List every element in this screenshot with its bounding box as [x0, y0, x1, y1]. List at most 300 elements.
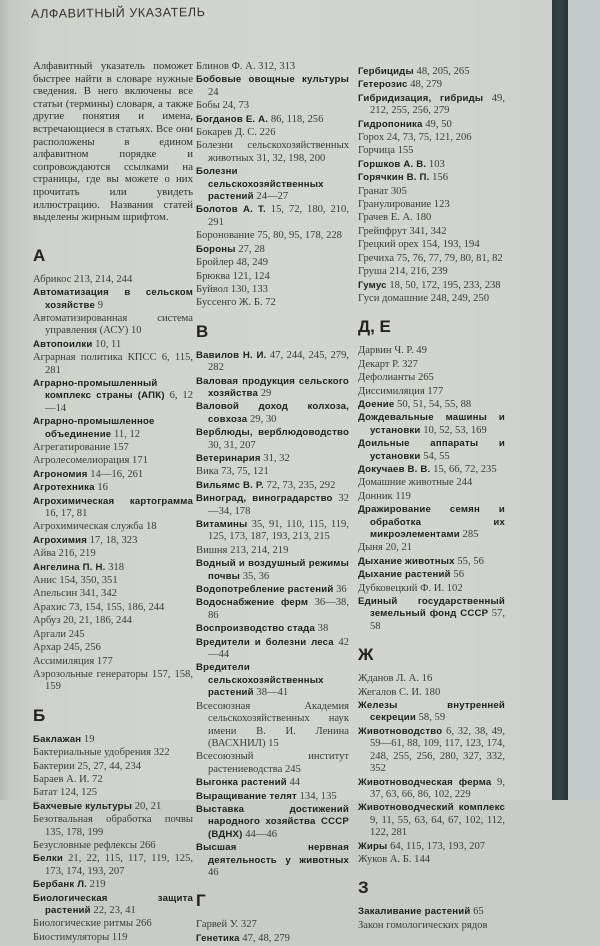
index-entry [358, 802, 505, 839]
index-entry [33, 642, 193, 654]
index-term-article: Горшков А. В. [358, 158, 427, 170]
index-entry [196, 637, 349, 662]
index-entry [196, 519, 349, 544]
index-term: Анис [33, 575, 57, 587]
index-term: Горчица [358, 145, 395, 157]
background-surface [568, 0, 600, 800]
index-page-refs: 341, 342 [409, 225, 447, 237]
index-page-refs: 155 [397, 145, 414, 157]
index-term-article: Богданов Е. А. [196, 113, 269, 125]
index-term: Автоматизированная система управления (АСУ) [33, 312, 193, 337]
index-page-refs: 31, 32 [263, 452, 290, 464]
index-page-refs: 154, 350, 351 [59, 575, 118, 587]
index-entry [196, 466, 349, 478]
index-entry [358, 266, 505, 278]
index-entry [33, 469, 193, 481]
index-page-refs: 312, 313 [258, 61, 296, 72]
index-term: Донник [358, 490, 393, 502]
index-page-refs: 35, 91, 110, 115, 119, 125, 173, 187, 193, 213, 215 [208, 519, 349, 543]
index-page-refs: 35, 36 [242, 570, 270, 582]
index-term-article: Бахчевые культуры [33, 800, 133, 812]
index-page-refs: 177 [96, 655, 113, 667]
index-page-refs: 75, 76, 77, 79, 80, 81, 82 [396, 252, 503, 264]
index-entry [358, 172, 505, 184]
index-page-refs: 17, 18, 323 [89, 534, 138, 546]
index-term: Вишня [196, 544, 228, 556]
index-term-article: Закаливание растений [358, 906, 471, 918]
index-term-article: Белки [33, 853, 64, 865]
index-page-refs: 56 [453, 569, 464, 581]
index-entry [33, 761, 193, 773]
index-page-refs: 47, 244, 245, 279, 282 [208, 349, 350, 374]
index-term: Абрикос [33, 273, 72, 285]
index-entry [196, 842, 349, 879]
book-cover-edge [552, 0, 568, 800]
index-entry [33, 287, 193, 312]
index-term-article: Животноводческий комплекс [358, 802, 505, 814]
index-page-refs: 10, 11 [95, 338, 122, 350]
index-term: Жданов Л. А. [358, 673, 419, 685]
index-entry [33, 747, 193, 759]
index-term-article: Вредители сельскохозяйственных растений [196, 662, 324, 699]
index-page-refs: 72, 73, 235, 292 [266, 479, 336, 491]
index-entry [358, 841, 505, 853]
index-entry [33, 548, 193, 560]
index-term: Безусловные рефлексы [33, 839, 138, 851]
index-entry [196, 257, 349, 269]
index-entry [358, 399, 505, 411]
index-entry [196, 933, 349, 945]
index-entry [358, 464, 505, 476]
index-term: Закон гомологических рядов [358, 919, 488, 931]
index-term-article: Бербанк Л. [33, 879, 88, 891]
index-term: Грецкий орех [358, 239, 419, 251]
index-page-refs: 171 [132, 455, 148, 467]
index-entry [196, 271, 349, 283]
index-entry [358, 687, 505, 699]
index-term-article: Доение [358, 398, 395, 410]
index-term: Всесоюзный институт растениеводства [196, 751, 349, 775]
index-entry [358, 280, 505, 292]
index-entry [358, 700, 505, 725]
index-term: Дефолианты [358, 372, 416, 384]
index-page-refs: 18 [145, 521, 157, 533]
index-term-article: Водный и воздушный режимы почвы [196, 558, 349, 582]
index-entry [196, 350, 349, 375]
index-page-refs: 266 [135, 918, 152, 930]
index-term: Дыня [358, 542, 383, 554]
index-entry [358, 777, 505, 802]
index-term-article: Автоматизация в сельском хозяйстве [33, 287, 193, 311]
index-term-article: Доильные аппараты и установки [358, 438, 505, 462]
index-entry [196, 584, 349, 596]
index-page-refs: 30, 31, 207 [208, 439, 256, 451]
index-entry [33, 482, 193, 494]
index-entry [358, 293, 505, 305]
index-entry [196, 597, 349, 622]
index-entry [358, 504, 505, 541]
index-page-refs: 327 [402, 358, 418, 370]
column-sections [358, 66, 505, 932]
index-page-refs: 64, 115, 173, 193, 207 [390, 840, 486, 852]
index-term: Бараев А. И. [33, 773, 90, 785]
index-term: Жегалов С. И. [358, 686, 422, 698]
index-page-refs: 245, 256 [63, 642, 101, 654]
index-page-refs: 6, 115, 281 [45, 352, 193, 376]
index-entry [358, 226, 505, 238]
index-entry [358, 386, 505, 398]
index-page-refs: 47, 48, 279 [242, 932, 290, 944]
index-term-article: Воспроизводство стада [196, 623, 315, 635]
index-page-refs: 20, 21, 186, 244 [63, 615, 132, 627]
index-entry [358, 119, 505, 131]
index-page-refs: 11, 12 [114, 428, 141, 440]
index-term-article: Бороны [196, 243, 236, 255]
index-page-refs: 29 [260, 387, 272, 399]
section-letter-heading: Д, Е [358, 317, 391, 337]
index-entry [33, 615, 193, 627]
index-term-article: Верблюды, верблюдоводство [196, 427, 349, 439]
index-page-refs: 44—46 [245, 828, 277, 840]
index-term: Вика [196, 466, 219, 478]
section-letter-heading: В [196, 321, 209, 341]
index-entry [196, 114, 349, 126]
index-entry [358, 673, 505, 685]
index-page-refs: 18, 50, 172, 195, 233, 238 [389, 279, 501, 291]
index-entry [33, 734, 193, 746]
index-entry [33, 629, 193, 641]
index-entry [196, 480, 349, 492]
index-page-refs: 49 [416, 345, 427, 357]
index-term: Гранулирование [358, 199, 432, 211]
index-entry [196, 376, 349, 401]
index-entry [33, 339, 193, 351]
index-page-refs: 213, 214, 219 [230, 544, 289, 556]
index-page-refs: 180 [415, 212, 432, 224]
index-entry [358, 583, 505, 595]
index-page-refs: 15, 66, 72, 235 [433, 463, 497, 475]
index-entry [196, 100, 349, 112]
index-page-refs: 20, 21 [385, 542, 413, 554]
index-page-refs: 154, 193, 194 [421, 239, 480, 251]
index-page-refs: 50, 51, 54, 55, 88 [397, 398, 472, 410]
index-page-refs: 10 [130, 325, 142, 337]
index-page-refs: 305 [390, 185, 407, 197]
index-page-refs: 144 [414, 853, 431, 865]
index-term-article: Железы внутренней секреции [358, 700, 505, 724]
index-entry [196, 558, 349, 583]
index-entry [196, 453, 349, 465]
index-page-refs: 73, 75, 121 [221, 466, 269, 478]
section-letter-heading: З [358, 878, 369, 898]
index-term-article: Выращивание телят [196, 790, 297, 802]
index-page-refs: 65 [473, 906, 484, 918]
index-entry [358, 372, 505, 384]
index-page-refs: 19 [83, 733, 95, 745]
index-page-refs: 102 [446, 582, 463, 594]
index-page-refs: 15, 72, 180, 210, 291 [208, 204, 350, 228]
index-page-refs: 14—16, 261 [90, 468, 144, 480]
index-term: Апельсин [33, 588, 78, 600]
index-entry [196, 61, 349, 73]
index-entry [196, 127, 349, 139]
index-entry [196, 545, 349, 557]
index-page-refs: 20, 21 [134, 800, 162, 812]
index-term-article: Животноводческая ферма [358, 776, 492, 788]
index-page-refs: 10, 52, 53, 169 [423, 424, 487, 436]
index-page-refs: 54, 55 [423, 450, 450, 462]
index-term-article: Аграрно-промышленный комплекс страны (АПК) [33, 377, 165, 402]
index-entry [358, 66, 505, 78]
index-term-article: Виноград, виноградарство [196, 493, 333, 505]
index-page-refs: 119 [111, 931, 128, 943]
index-term: Архар [33, 642, 62, 654]
index-entry [358, 159, 505, 171]
index-page-refs: 42—44 [208, 636, 349, 661]
index-term-article: Агротехника [33, 482, 95, 494]
index-entry [33, 774, 193, 786]
index-page-refs: 24—27 [256, 191, 289, 203]
index-page-refs: 134, 135 [299, 790, 337, 802]
index-term-article: Бобовые овощные культуры [196, 74, 349, 86]
index-entry [358, 79, 505, 91]
index-term: Агрегатирование [33, 442, 111, 453]
index-term: Бобы [196, 100, 220, 112]
index-term: Бактерии [33, 760, 75, 772]
index-term: Грейпфрут [358, 225, 407, 237]
index-entry [196, 777, 349, 789]
index-term-article: Животноводство [358, 725, 443, 737]
index-page-refs: 16 [421, 673, 433, 685]
index-entry [358, 199, 505, 211]
index-page-refs: 16, 17, 81 [45, 508, 88, 520]
index-term: Домашние животные [358, 477, 454, 489]
index-term-article: Гербициды [358, 66, 414, 77]
index-entry [358, 477, 505, 489]
index-term-article: Докучаев В. В. [358, 463, 431, 475]
index-entry [33, 840, 193, 852]
index-entry [196, 204, 349, 229]
index-page-refs: 130, 133 [230, 283, 268, 295]
index-entry [33, 535, 193, 547]
index-entry [358, 596, 505, 633]
index-entry [33, 893, 193, 918]
column-sections [33, 246, 193, 945]
index-entry [33, 352, 193, 377]
index-term: Дарвин Ч. Р. [358, 345, 414, 357]
index-entry [196, 401, 349, 426]
index-page-refs: 72 [265, 297, 276, 309]
index-entry [196, 166, 349, 203]
index-term: Буйвол [196, 283, 229, 295]
index-entry [33, 669, 193, 694]
index-page-refs: 245 [68, 628, 85, 640]
index-term: Безотвальная обработка почвы [33, 814, 193, 826]
index-page-refs: 86, 118, 256 [270, 113, 324, 125]
index-page-refs: 213, 214, 244 [74, 273, 133, 285]
index-page-refs: 25, 27, 44, 234 [77, 760, 141, 772]
index-term: Буссенго Ж. Б. [196, 297, 263, 309]
index-page-refs: 219 [89, 879, 106, 891]
index-term: Боронование [196, 230, 255, 242]
index-term-article: Ветеринария [196, 452, 261, 464]
index-term: Батат [33, 787, 58, 799]
index-entry [196, 623, 349, 635]
index-page-refs: 6, 32, 38, 49, 59—61, 88, 109, 117, 123, 174, 248, 255, 256, 280, 327, 332, 352 [370, 725, 505, 775]
index-page-refs: 157 [112, 442, 129, 453]
index-entry [358, 491, 505, 503]
index-term-article: Гибридизация, гибриды [358, 92, 484, 104]
index-term-article: Аграрно-промышленное объединение [33, 416, 155, 440]
index-term: Гранат [358, 185, 389, 197]
intro-paragraph: Алфавитный указатель поможет быстрее найти в словаре нужные сведения. В него включены все статьи (термины) словаря, а также другие понятия и имена, встречающиеся в статьях. Все они расположены в едином алфавитном порядке и сопровождаются ссылками на страницы, где вы можете о них прочитать или увидеть иллюстрацию. Названия статей выделены жирным шрифтом. [33, 60, 193, 224]
index-entry [196, 791, 349, 803]
index-page-refs: 9, 37, 63, 66, 86, 102, 229 [370, 776, 505, 800]
index-entry [196, 751, 349, 776]
index-term: Аграрная политика КПСС [33, 352, 157, 364]
index-term-article: Биологическая защита растений [33, 892, 193, 916]
index-term-article: Горячкин В. П. [358, 172, 430, 184]
index-page-refs: 15 [268, 737, 279, 749]
index-term: Агрохимическая служба [33, 521, 144, 533]
index-term: Гречиха [358, 252, 395, 264]
index-term-article: Ангелина П. Н. [33, 561, 106, 573]
index-page-refs: 29, 30 [249, 413, 277, 425]
index-page-refs: 285 [462, 529, 479, 540]
index-term: Айва [33, 548, 56, 560]
index-term-article: Агрохимия [33, 534, 88, 546]
index-term-article: Выставка достижений народного хозяйства СССР (ВДНХ) [196, 803, 349, 840]
index-entry [33, 787, 193, 799]
index-page-refs: 216, 219 [58, 548, 96, 560]
index-entry [33, 274, 193, 286]
index-page-refs: 44 [289, 777, 301, 789]
index-entry [358, 345, 505, 357]
index-page-refs: 32—34, 178 [208, 493, 349, 517]
index-term: Биологические ритмы [33, 918, 134, 930]
index-page-refs: 245 [284, 763, 301, 775]
index-entry [358, 569, 505, 581]
index-page-refs: 24, 73, 75, 121, 206 [386, 132, 472, 144]
index-page-refs: 57, 58 [370, 608, 505, 632]
index-page-refs: 21, 22, 115, 117, 119, 125, 173, 174, 193, 207 [45, 853, 194, 877]
index-entry [358, 359, 505, 371]
page-edge [0, 0, 10, 800]
index-term: Бокарев Д. С. [196, 127, 257, 139]
index-entry [358, 93, 505, 118]
index-term: Дубковецкий Ф. И. [358, 582, 445, 594]
index-page-refs: 318 [108, 561, 125, 573]
index-term-article: Дождевальные машины и установки [358, 412, 505, 436]
index-page-refs: 121, 124 [232, 270, 270, 282]
index-entry [358, 253, 505, 265]
index-entry [33, 313, 193, 338]
index-entry [196, 427, 349, 452]
index-entry [33, 801, 193, 813]
index-page-refs: 31, 32, 198, 200 [256, 152, 326, 164]
index-page-refs: 36—38, 86 [208, 597, 349, 621]
index-page-refs: 124, 125 [59, 787, 98, 799]
index-entry [196, 284, 349, 296]
index-page-refs: 341, 342 [79, 588, 117, 600]
index-term: Биостимуляторы [33, 931, 110, 943]
index-entry [33, 656, 193, 668]
index-term-article: Выгонка растений [196, 777, 287, 789]
index-entry [196, 74, 349, 99]
page-title: АЛФАВИТНЫЙ УКАЗАТЕЛЬ [30, 5, 206, 21]
index-entry [196, 493, 349, 518]
index-entry [33, 455, 193, 467]
index-term-article: Вильямс В. Р. [196, 479, 264, 491]
index-term-article: Гетерозис [358, 79, 408, 91]
index-page-refs: 55, 56 [457, 555, 484, 567]
index-term-article: Витамины [196, 519, 248, 530]
index-term-article: Болезни сельскохозяйственных растений [196, 166, 324, 203]
index-term-article: Валовой доход колхоза, совхоза [196, 401, 349, 425]
index-entry [358, 906, 505, 918]
index-column-1 [33, 60, 193, 945]
index-entry [33, 562, 193, 574]
index-entry [33, 521, 193, 533]
index-page-refs: 226 [259, 127, 276, 139]
index-entry [196, 804, 349, 841]
index-entry [196, 230, 349, 242]
index-entry [358, 854, 505, 866]
index-column-3 [358, 66, 505, 933]
index-term-article: Агрономия [33, 468, 88, 480]
index-term: Декарт Р. [358, 358, 400, 370]
index-page-refs: 214, 216, 239 [389, 266, 448, 278]
index-entry [33, 442, 193, 454]
index-term-article: Гумус [358, 279, 387, 291]
index-term-article: Генетика [196, 932, 240, 944]
index-entry [358, 239, 505, 251]
section-letter-heading: Г [196, 891, 206, 911]
index-entry [358, 412, 505, 437]
index-page-refs: 46 [208, 866, 219, 878]
index-entry [33, 602, 193, 614]
index-page-refs: 16 [97, 482, 108, 494]
index-term: Блинов Ф. А. [196, 61, 256, 72]
index-page-refs: 177 [427, 385, 444, 397]
index-entry [196, 701, 349, 751]
section-letter-heading: Ж [358, 645, 374, 665]
index-page-refs: 49, 212, 255, 256, 279 [370, 92, 505, 117]
index-entry [196, 919, 349, 931]
index-entry [358, 212, 505, 224]
index-term: Аргали [33, 628, 67, 640]
index-term-article: Валовая продукция сельского хозяйства [196, 375, 349, 399]
index-page-refs: 24 [208, 86, 219, 98]
index-term-article: Болотов А. Т. [196, 204, 266, 216]
index-entry [33, 814, 193, 839]
index-page-refs: 180 [424, 686, 441, 698]
index-term-article: Дыхание растений [358, 569, 451, 581]
index-page-refs: 123 [433, 199, 450, 211]
index-term-article: Автопоилки [33, 338, 93, 350]
index-term-article: Баклажан [33, 733, 82, 745]
index-entry [196, 662, 349, 699]
index-term-article: Единый государственный земельный фонд СССР [358, 596, 505, 620]
index-term: Груша [358, 266, 387, 278]
index-entry [358, 186, 505, 198]
index-term: Жуков А. Б. [358, 853, 412, 865]
index-entry [33, 588, 193, 600]
index-term: Брюква [196, 270, 231, 282]
index-entry [33, 918, 193, 930]
index-term-article: Вавилов Н. И. [196, 349, 267, 361]
index-page-refs: 22, 23, 41 [93, 905, 136, 916]
